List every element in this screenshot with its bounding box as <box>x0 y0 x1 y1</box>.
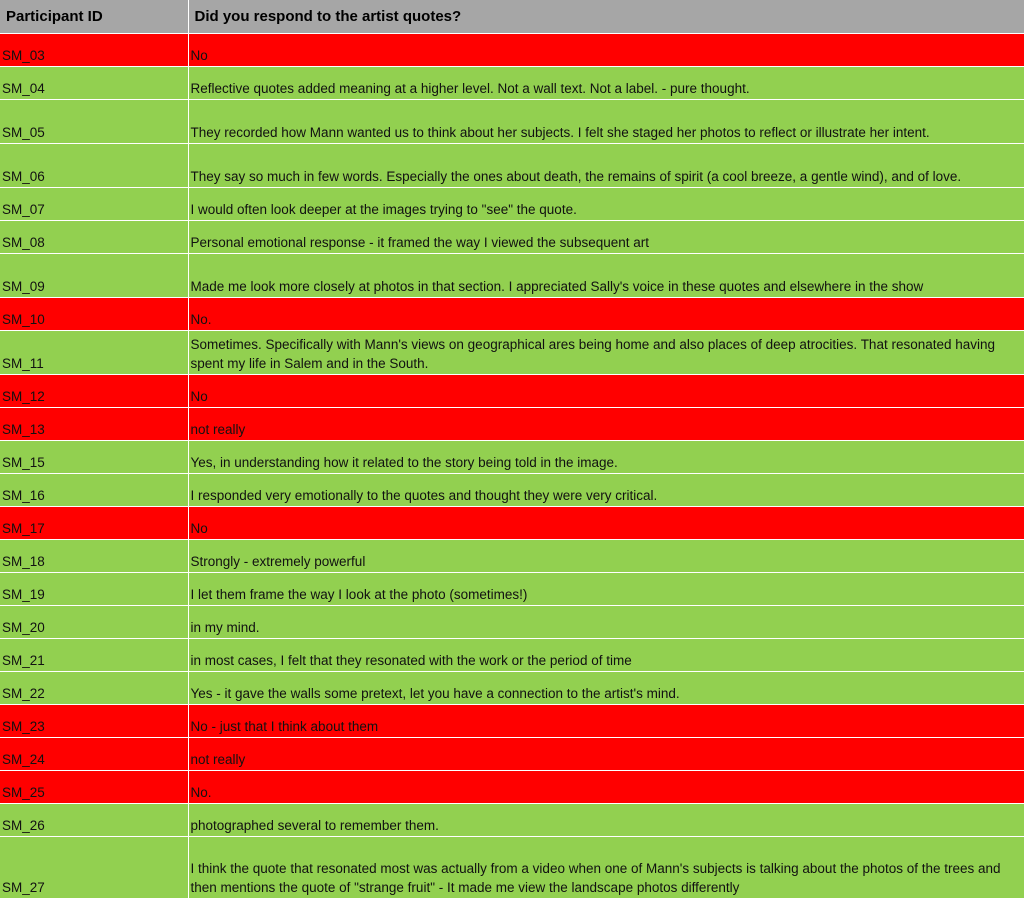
table-row <box>0 738 1024 771</box>
participant-id-cell: SM_07 <box>0 188 188 221</box>
table-row <box>0 221 1024 254</box>
table-row <box>0 837 1024 899</box>
participant-id-cell: SM_21 <box>0 639 188 672</box>
table-row <box>0 34 1024 67</box>
table-row <box>0 67 1024 100</box>
response-cell: No <box>188 34 1024 67</box>
response-cell: No <box>188 507 1024 540</box>
participant-id-cell: SM_04 <box>0 67 188 100</box>
participant-id-cell: SM_24 <box>0 738 188 771</box>
response-header: Did you respond to the artist quotes? <box>188 0 1024 34</box>
response-cell: in my mind. <box>188 606 1024 639</box>
response-cell: I responded very emotionally to the quotes and thought they were very critical. <box>188 474 1024 507</box>
response-cell: Sometimes. Specifically with Mann's views on geographical ares being home and also places of deep atrocities. That resonated having spent my life in Salem and in the South. <box>188 331 1024 375</box>
table-row <box>0 672 1024 705</box>
response-cell: Personal emotional response - it framed the way I viewed the subsequent art <box>188 221 1024 254</box>
table-row <box>0 474 1024 507</box>
table-row <box>0 507 1024 540</box>
response-cell: No - just that I think about them <box>188 705 1024 738</box>
response-cell: I think the quote that resonated most was actually from a video when one of Mann's subjects is talking about the photos of the trees and then mentions the quote of "strange fruit" - It made me view the landscape photos differently <box>188 837 1024 899</box>
participant-id-cell: SM_27 <box>0 837 188 899</box>
participant-id-cell: SM_15 <box>0 441 188 474</box>
table-row <box>0 771 1024 804</box>
participant-id-cell: SM_19 <box>0 573 188 606</box>
participant-id-cell: SM_18 <box>0 540 188 573</box>
response-cell: Yes - it gave the walls some pretext, let you have a connection to the artist's mind. <box>188 672 1024 705</box>
response-cell: No. <box>188 298 1024 331</box>
table-row <box>0 540 1024 573</box>
participant-id-cell: SM_05 <box>0 100 188 144</box>
participant-id-cell: SM_20 <box>0 606 188 639</box>
table-row <box>0 144 1024 188</box>
response-cell: photographed several to remember them. <box>188 804 1024 837</box>
participant-id-cell: SM_22 <box>0 672 188 705</box>
participant-id-cell: SM_26 <box>0 804 188 837</box>
response-cell: Made me look more closely at photos in that section. I appreciated Sally's voice in these quotes and elsewhere in the show <box>188 254 1024 298</box>
participant-id-cell: SM_17 <box>0 507 188 540</box>
participant-id-cell: SM_06 <box>0 144 188 188</box>
table-row <box>0 639 1024 672</box>
table-row <box>0 100 1024 144</box>
response-cell: I would often look deeper at the images trying to "see" the quote. <box>188 188 1024 221</box>
table-row <box>0 188 1024 221</box>
table-row <box>0 375 1024 408</box>
table-row <box>0 606 1024 639</box>
response-cell: Strongly - extremely powerful <box>188 540 1024 573</box>
participant-id-header: Participant ID <box>0 0 188 34</box>
table-row <box>0 804 1024 837</box>
response-cell: Reflective quotes added meaning at a higher level. Not a wall text. Not a label. - pure thought. <box>188 67 1024 100</box>
table-row <box>0 331 1024 375</box>
response-cell: not really <box>188 408 1024 441</box>
header-row <box>0 0 1024 34</box>
participant-id-cell: SM_23 <box>0 705 188 738</box>
participant-id-cell: SM_25 <box>0 771 188 804</box>
participant-id-cell: SM_12 <box>0 375 188 408</box>
table-row <box>0 573 1024 606</box>
response-cell: Yes, in understanding how it related to the story being told in the image. <box>188 441 1024 474</box>
participant-id-cell: SM_09 <box>0 254 188 298</box>
participant-id-cell: SM_11 <box>0 331 188 375</box>
participant-id-cell: SM_08 <box>0 221 188 254</box>
participant-id-cell: SM_03 <box>0 34 188 67</box>
response-cell: in most cases, I felt that they resonated with the work or the period of time <box>188 639 1024 672</box>
table-row <box>0 254 1024 298</box>
response-cell: No. <box>188 771 1024 804</box>
table-row <box>0 705 1024 738</box>
participant-id-cell: SM_13 <box>0 408 188 441</box>
participant-id-cell: SM_16 <box>0 474 188 507</box>
response-cell: I let them frame the way I look at the photo (sometimes!) <box>188 573 1024 606</box>
response-cell: not really <box>188 738 1024 771</box>
table-row <box>0 441 1024 474</box>
response-cell: No <box>188 375 1024 408</box>
table-row <box>0 408 1024 441</box>
response-cell: They say so much in few words. Especially the ones about death, the remains of spirit (a cool breeze, a gentle wind), and of love. <box>188 144 1024 188</box>
table-row <box>0 298 1024 331</box>
response-cell: They recorded how Mann wanted us to think about her subjects. I felt she staged her photos to reflect or illustrate her intent. <box>188 100 1024 144</box>
participant-id-cell: SM_10 <box>0 298 188 331</box>
